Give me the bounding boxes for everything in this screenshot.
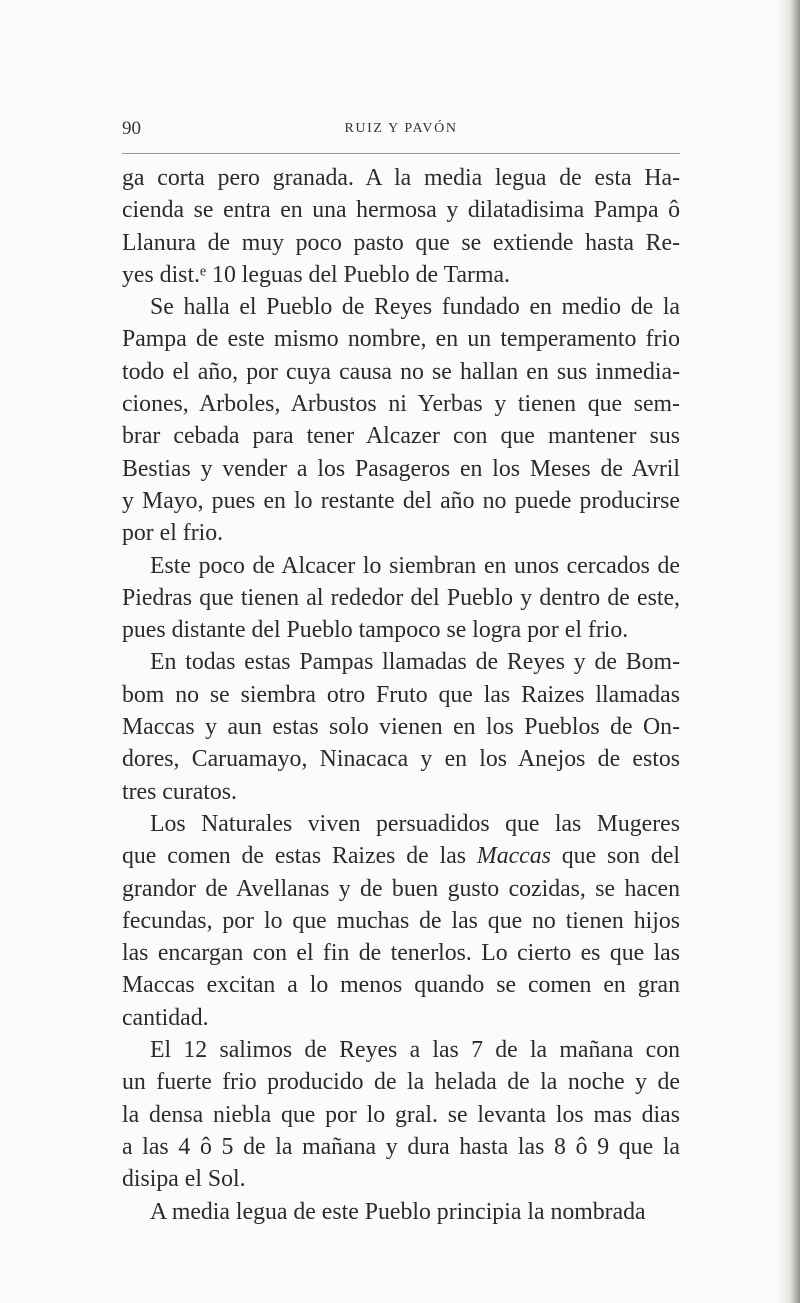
- text-line: que comen de estas Raizes de las Maccas que son del: [122, 843, 680, 870]
- paragraph: [122, 1034, 680, 1195]
- text-line: disipa el Sol.: [122, 1166, 246, 1193]
- text-line: fecundas, por lo que muchas de las que no tienen hijos: [122, 907, 680, 934]
- text-line: Llanura de muy poco pasto que se extiende hasta Re-: [122, 229, 680, 256]
- text-line: y Mayo, pues en lo restante del año no puede producirse: [122, 487, 680, 514]
- text-line: Los Naturales viven persuadidos que las Mugeres: [150, 810, 680, 837]
- text-line: ciones, Arboles, Arbustos ni Yerbas y tienen que sem-: [122, 391, 680, 418]
- text-line: un fuerte frio producido de la helada de la noche y de: [122, 1069, 680, 1096]
- text-line: Maccas y aun estas solo vienen en los Pueblos de On-: [122, 714, 680, 741]
- text-line: grandor de Avellanas y de buen gusto cozidas, se hacen: [122, 875, 680, 902]
- text-line: El 12 salimos de Reyes a las 7 de la mañana con: [150, 1037, 680, 1064]
- text-line: a las 4 ô 5 de la mañana y dura hasta las 8 ô 9 que la: [122, 1133, 680, 1160]
- running-head: RUIZ Y PAVÓN: [344, 121, 458, 136]
- italic-word: Maccas: [476, 843, 551, 870]
- text-line: Maccas excitan a lo menos quando se comen en gran: [122, 972, 680, 999]
- text-line: dores, Caruamayo, Ninacaca y en los Anejos de estos: [122, 746, 680, 773]
- text-line: A media legua de este Pueblo principia la nombrada: [150, 1198, 646, 1225]
- text-line: cantidad.: [122, 1004, 209, 1031]
- paragraph: [122, 808, 680, 1034]
- text-line: cienda se entra en una hermosa y dilatadisima Pampa ô: [122, 197, 680, 224]
- text-line: todo el año, por cuya causa no se hallan en sus inmedia-: [122, 358, 680, 385]
- text-line: ga corta pero granada. A la media legua de esta Ha-: [122, 165, 680, 191]
- body-text: [122, 162, 680, 1228]
- text-line: Se halla el Pueblo de Reyes fundado en medio de la: [150, 294, 680, 321]
- text-line: Piedras que tienen al rededor del Pueblo y dentro de este,: [122, 584, 680, 611]
- text-line: Este poco de Alcacer lo siembran en unos cercados de: [150, 552, 680, 579]
- text-line: brar cebada para tener Alcazer con que mantener sus: [122, 423, 680, 450]
- paragraph: [122, 291, 680, 549]
- text-line: Bestias y vender a los Pasageros en los Meses de Avril: [122, 455, 680, 482]
- paragraph: [122, 550, 680, 647]
- paragraph: [122, 1196, 680, 1228]
- page-number: 90: [122, 118, 141, 139]
- text-line: tres curatos.: [122, 778, 237, 805]
- header-divider: [122, 153, 680, 154]
- text-line: bom no se siembra otro Fruto que las Raizes llamadas: [122, 681, 680, 708]
- text-line: Pampa de este mismo nombre, en un temperamento frio: [122, 326, 680, 353]
- text-line: pues distante del Pueblo tampoco se logra por el frio.: [122, 617, 629, 644]
- paragraph: [122, 646, 680, 807]
- text-line: yes dist.ᵉ 10 leguas del Pueblo de Tarma.: [122, 261, 510, 288]
- paragraph: [122, 162, 680, 291]
- text-line: las encargan con el fin de tenerlos. Lo cierto es que las: [122, 940, 680, 967]
- text-line: En todas estas Pampas llamadas de Reyes y de Bom-: [150, 649, 680, 676]
- text-line: por el frio.: [122, 520, 224, 547]
- text-line: la densa niebla que por lo gral. se levanta los mas dias: [122, 1101, 680, 1128]
- page-edge-shadow: [778, 0, 800, 1303]
- page-header: [122, 118, 680, 142]
